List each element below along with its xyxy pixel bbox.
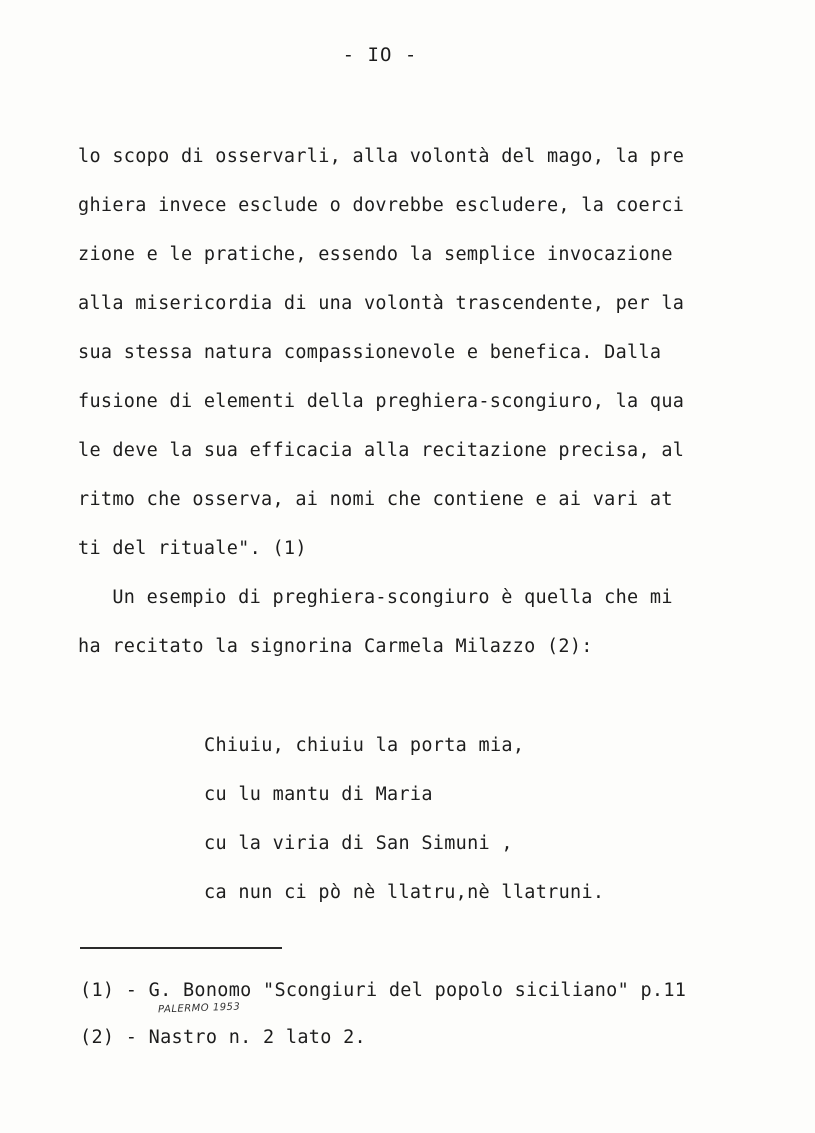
verse-line: cu lu mantu di Maria — [204, 784, 433, 805]
body-line: ha recitato la signorina Carmela Milazzo (2): — [78, 636, 593, 657]
verse-line: ca nun ci pò nè llatru,nè llatruni. — [204, 882, 605, 903]
body-line: ghiera invece esclude o dovrebbe escludere, la coerci — [78, 195, 685, 216]
body-line: zione e le pratiche, essendo la semplice invocazione — [78, 244, 673, 265]
footnote-divider — [80, 947, 282, 949]
handwritten-annotation: PALERMO 1953 — [157, 1001, 241, 1016]
verse-line: cu la viria di San Simuni , — [204, 833, 513, 854]
body-line: sua stessa natura compassionevole e benefica. Dalla — [78, 342, 662, 363]
body-line: ti del rituale". (1) — [78, 538, 307, 559]
body-line: Un esempio di preghiera-scongiuro è quella che mi — [78, 587, 673, 608]
footnote-1: (1) - G. Bonomo "Scongiuri del popolo siciliano" p.11 — [80, 980, 687, 1001]
body-line: lo scopo di osservarli, alla volontà del mago, la pre — [78, 146, 685, 167]
verse-line: Chiuiu, chiuiu la porta mia, — [204, 735, 525, 756]
page-number: - IO - — [342, 44, 418, 66]
body-line: ritmo che osserva, ai nomi che contiene e ai vari at — [78, 489, 673, 510]
body-line: le deve la sua efficacia alla recitazione precisa, al — [78, 440, 685, 461]
body-line: alla misericordia di una volontà trascendente, per la — [78, 293, 685, 314]
footnote-2: (2) - Nastro n. 2 lato 2. — [80, 1027, 366, 1048]
body-line: fusione di elementi della preghiera-scongiuro, la qua — [78, 391, 685, 412]
